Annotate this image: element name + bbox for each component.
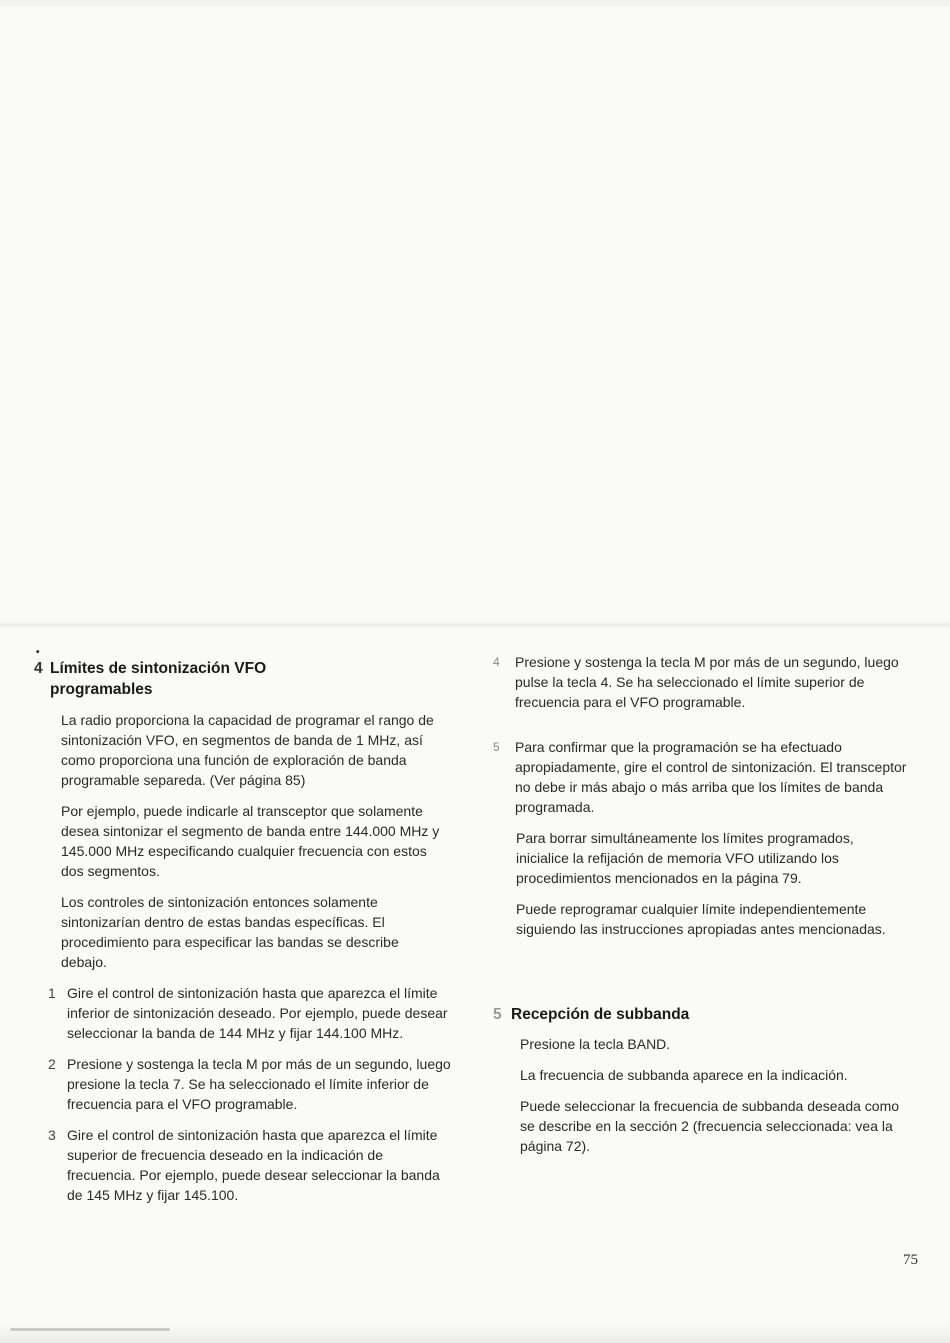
section-number: 5 <box>493 1006 502 1023</box>
step-text: Gire el control de sintonización hasta que aparezca el límite superior de frecuencia deseado en la indicación de frecuencia. Por ejemplo, puede desear seleccionar la banda de 145 MHz y fijar 145.100. <box>67 1127 440 1203</box>
band-key-instruction: Presione la tecla BAND. <box>520 1036 671 1052</box>
step-number: 3 <box>48 1127 56 1143</box>
step-number: 2 <box>48 1056 56 1072</box>
intro-paragraph: La radio proporciona la capacidad de programar el rango de sintonización VFO, en segmentos de banda de 1 MHz, así como proporciona una función de exploración de banda programable separeda. (Ver página 85) <box>61 712 434 788</box>
example-paragraph: Por ejemplo, puede indicarle al transceptor que solamente desea sintonizar el segmento de banda entre 144.000 MHz y 145.000 MHz especificando cualquier frecuencia con estos dos segmentos. <box>61 803 440 879</box>
section-heading-vfo-limits <box>34 647 454 700</box>
scan-streak <box>10 1328 170 1331</box>
step-text: Gire el control de sintonización hasta que aparezca el límite inferior de sintonización deseado. Por ejemplo, puede desear seleccionar la banda de 144 MHz y fijar 144.100 MHz. <box>67 985 448 1041</box>
step-number: 4 <box>493 655 500 669</box>
step-5 <box>493 737 908 817</box>
scan-bottom-shade <box>0 1323 950 1343</box>
subband-display-note: La frecuencia de subbanda aparece en la indicación. <box>520 1067 848 1083</box>
step-text: Presione y sostenga la tecla M por más de un segundo, luego pulse la tecla 4. Se ha seleccionado el límite superior de frecuencia para el VFO programable. <box>515 654 899 710</box>
left-column <box>34 647 454 1216</box>
step-text: Presione y sostenga la tecla M por más de un segundo, luego presione la tecla 7. Se ha seleccionado el límite inferior de frecuencia para el VFO programable. <box>67 1056 451 1112</box>
subband-select-note: Puede seleccionar la frecuencia de subbanda deseada como se describe en la sección 2 (frecuencia seleccionada: vea la página 72). <box>520 1098 900 1154</box>
step-2 <box>34 1054 454 1114</box>
page-crease <box>0 622 950 628</box>
step-1 <box>34 983 454 1043</box>
page-number: 75 <box>903 1252 918 1268</box>
step-text: Para confirmar que la programación se ha efectuado apropiadamente, gire el control de sintonización. El transceptor no debe ir más abajo o más arriba que los límites de banda programada. <box>515 739 907 815</box>
step-number: 5 <box>493 740 500 754</box>
section-title: Recepción de subbanda <box>511 1006 690 1023</box>
right-column <box>493 652 908 1167</box>
step-3 <box>34 1125 454 1205</box>
bullet-dot-icon: • <box>36 647 40 658</box>
reset-note: Para borrar simultáneamente los límites programados, inicialice la refijación de memoria VFO utilizando los procedimientos mencionados en la página 79. <box>516 830 854 886</box>
reprogram-note: Puede reprogramar cualquier límite independientemente siguiendo las instrucciones apropiadas antes mencionadas. <box>516 901 886 937</box>
section-number: 4 <box>34 660 43 677</box>
section-title-line1: Límites de sintonización VFO <box>50 660 267 677</box>
procedure-paragraph: Los controles de sintonización entonces solamente sintonizarían dentro de estas bandas específicas. El procedimiento para especificar las bandas se describe debajo. <box>61 894 399 970</box>
step-number: 1 <box>48 985 56 1001</box>
scan-top-shade <box>0 0 950 6</box>
section-heading-subband <box>493 1004 908 1025</box>
step-4 <box>493 652 908 712</box>
section-title-line2: programables <box>50 681 153 698</box>
